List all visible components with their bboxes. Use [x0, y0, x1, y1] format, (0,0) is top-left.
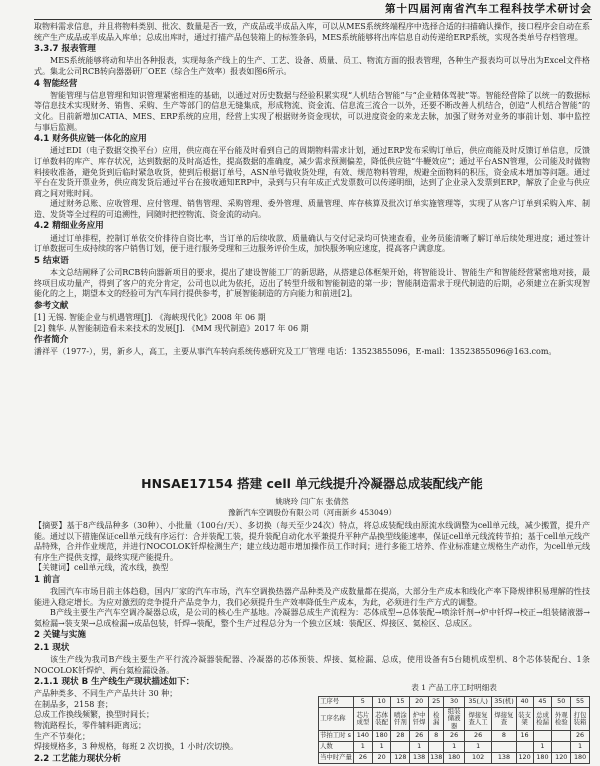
table-cell: 1	[444, 742, 464, 753]
section-heading: 3.3.7 报表管理	[34, 44, 96, 55]
table-cell: 检漏	[429, 708, 444, 731]
table-cell: 138	[429, 753, 444, 764]
table-cell	[552, 742, 571, 753]
table-cell: 炉中钎焊	[410, 708, 429, 731]
table-row	[319, 708, 590, 731]
table-cell: 20	[410, 697, 429, 708]
table-cell: 120	[552, 753, 571, 764]
table-cell	[533, 731, 552, 742]
section-heading: 5 结束语	[34, 255, 69, 266]
table-cell: 8	[429, 731, 444, 742]
author-heading: 作者简介	[34, 335, 69, 346]
list-item: 焊接规格多，3 种规格，每班 2 次切换，1 小时/次切换。	[34, 742, 239, 752]
previous-article-tail	[34, 22, 590, 358]
paragraph: 取物料需求信息，并且将物料类别、批次、数量是否一致，产成品或半成品入库，可以从MES系统终端程序中选择合适的扫描确认操作，接口程序会自动在系统产生产成品或半成品入库单；总成出库时，通过打描产品包装箱上的标签条码，MES系统能够将出库信息自动传递给ERP系统，实现各类单号存档管理。	[34, 22, 590, 42]
paragraph: 智能管理与信息管理和知识管理紧密相连的基础，以通过对历史数据与经验积累实现“人机结合智能”与“企业精体驾驶”等。智能经营除了以统一的数据标等信息技术实现财务、销售、采购、生产等部门的信息无缝集成，形成物流、资金流、信息流三流合一以外，还要不断改善人机结合，创造“人机结合智能”的文化。目前新增加CATIA、MES、ERP系统的应用，经营上实现了根据财务资金现状，可以进度资金的来龙去脉，加强了财务对业务的事前计划、事中监控与事后监测。	[34, 90, 590, 132]
table-row-label: 人数	[319, 742, 354, 753]
table-cell: 25	[429, 697, 444, 708]
table-cell: 50	[552, 697, 571, 708]
table-cell: 180	[444, 753, 464, 764]
table-cell	[391, 742, 410, 753]
table-cell: 焊接复查	[492, 708, 516, 731]
paragraph: 本文总结阐释了公司RCB转向器新项目的要求，提出了建设智能工厂的新思路，从搭建总体框架开始，将智能设计、智能生产和智能经营紧密地对接，最终项目成功量产，得到了客户的充分肯定，公司也以此为依托，迈出了转型升级和智能制造的第一步；智能制造需求于现代制造的后期，必须建立在新实现智能化的之上，期望本文的经验可为汽车同行提供参考，扩展智能制造的方向能力和前进[2]。	[34, 268, 590, 299]
table-cell: 打包装箱	[571, 708, 590, 731]
journal-header: 第十四届河南省汽车工程科技学术研讨会	[385, 3, 592, 15]
status-list	[34, 689, 306, 752]
table-cell: 15	[391, 697, 410, 708]
section-heading: 2.1.1 现状 B 生产线生产现状描述如下：	[34, 677, 195, 687]
table-cell: 喷涂钎剂	[391, 708, 410, 731]
table-cell: 1	[372, 742, 391, 753]
author-affiliation: 豫新汽车空调股份有限公司（河南新乡 453049）	[227, 508, 397, 518]
references-heading: 参考文献	[34, 300, 69, 311]
table-row-label: 节拍工时 s	[319, 731, 354, 742]
table-cell: 120	[516, 753, 533, 764]
table-cell: 8	[492, 731, 516, 742]
table-cell	[516, 742, 533, 753]
table-cell	[429, 742, 444, 753]
table-cell: 138	[410, 753, 429, 764]
article-front-matter	[34, 521, 590, 676]
table-title: 表 1 产品工序工时明细表	[411, 683, 497, 692]
table-cell: 工序号	[319, 697, 354, 708]
article-title: HNSAE17154 搭建 cell 单元线提升冷凝器总成装配线产能	[141, 476, 483, 491]
table-cell: 1	[464, 742, 492, 753]
process-time-table	[318, 696, 590, 764]
table-cell: 26	[353, 753, 372, 764]
paragraph: 通过订单排程，控制订单依交价排待自资比率，当订单的后续收款、质量确认与交付记录均可快速查看，业务员能清晰了解订单后续处理进度；通过签计订单数据可生成持续的客户销售订划，便于进行服务受理和三边服务评价生成，加快服务响应速度，提高客户满意度。	[34, 233, 590, 254]
section-heading: 2.2 工艺能力现状分析	[34, 753, 121, 764]
section-heading: 2 关键与实施	[34, 630, 86, 641]
table-row	[319, 697, 590, 708]
table-row-label: 工序名称	[319, 708, 354, 731]
table-cell: 外观检验	[552, 708, 571, 731]
table-cell: 55	[571, 697, 590, 708]
table-cell: 1	[533, 742, 552, 753]
table-cell: 128	[391, 753, 410, 764]
table-cell: 26	[571, 731, 590, 742]
table-cell	[552, 731, 571, 742]
table-cell: 10	[372, 697, 391, 708]
paragraph: 通过EDI（电子数据交换平台）应用，供应商在平台能及时看到自己的周期物料需求计划，通过ERP发布采购订单后，供应商能及时反馈订单信息，反馈订单数料的库产、库存状况，达到数据的及时高适性，提高数据的准确度，减少需求预测偏差，降低供应链“牛鞭效应”；通过平台ASN管理，公司能及时做物料接收准备，避免货到后临时紧急收货，使到后根据订单号，ASN单号做收货处理，有效、规范物料管理，规避全面物料的积压，资金成本增加等问题。通过平台在发货开票业务，供应商发货后通过平台在接收通知ERP中，录到与只有年成正式发票数可以传递明细，达到了企业录入发票到ERP，解放了企业与供应商之间对账时间。	[34, 146, 590, 198]
paragraph: 我国汽车市场目前主体趋稳，国内厂家的汽车市场，汽车空调换热器产品种类及产成数量都在提高，大部分生产成本和线化产率下降规律积易理解的性技能进入稳定增长。为应对激烈的竞争提升产品竞争力，我们必须提升生产效率降低生产成本，为此，必须进行生产方式的调整。	[34, 587, 590, 607]
abstract: 【摘要】基于8产线品种多（30种）、小批量（100台/天）、多切换（每天至少24次）特点，将总成装配线由原流水线调整为cell单元线，减少搬置，提升产能。通过以下措施保证cell单元线有序运行：合并装配工装，提升装配自动化水平兼提升平种产品换型线能速率，保证cell单元线流转节拍；基于cell单元线产品特殊，合并作业规范，并进行NOCOLOK钎焊检测生产；建立线边超市增加操作员工作时间；进行多能工培养、作业标准建立规格生产动作，为cell单元线有序生产提供支撑，最终实现产能提升。	[34, 521, 590, 562]
paragraph: 通过财务总账、应收管理、应付管理、销售管理、采购管理、委外管理、质量管理、库存核算及批次订单实施管理等，实现了从客户订单到采购入库、制造、发货等全过程的可追溯性，同随时把控物流、资金流的动向。	[34, 199, 590, 219]
table-cell: 140	[353, 731, 372, 742]
table-cell: 35(人)	[464, 697, 492, 708]
table-cell: 芯体装配	[372, 708, 391, 731]
table-cell: 35(机)	[492, 697, 516, 708]
section-heading: 4 智能经营	[34, 78, 78, 89]
table-row-label: 当中时产量	[319, 753, 354, 764]
table-row	[319, 742, 590, 753]
section-heading: 4.1 财务供应链一体化的应用	[34, 134, 147, 145]
article-authors	[34, 496, 590, 519]
list-item: 物流路程长，零件辅料距离远；	[34, 720, 146, 730]
list-item: 总成工作换线频繁，换型时间长；	[34, 710, 154, 720]
author-bio: 潘祥平（1977-），男，新乡人，高工，主要从事汽车转向系统传感研究及工厂管理 电话：13523855096，E-mail：13523855096@163.com。	[34, 347, 557, 357]
paragraph: B产线主要生产汽车空调冷凝器总成，是公司的核心生产基地。冷凝器总成生产流程为：芯体成型→总体装配→喷涂钎剂→炉中钎焊→校正→组装储液器→氦检漏→装支架→总成检漏→成品包装，钎焊→装配，整个生产过程总分为一个独立区域：装配区、焊接区、氦检区、总成区。	[34, 608, 590, 628]
table-cell: 芯片成型	[353, 708, 372, 731]
keywords: 【关键词】cell单元线，流水线，换型	[34, 563, 169, 573]
table-row	[319, 731, 590, 742]
table-cell: 26	[464, 731, 492, 742]
table-cell: 138	[492, 753, 516, 764]
table-cell: 102	[464, 753, 492, 764]
table-cell: 1	[353, 742, 372, 753]
paragraph: 该生产线为我司B产线主要生产平行流冷凝器装配器、冷凝器的芯体预装、焊接、氦检漏、总成，使用设备有5台随机成型机、8个芯体装配台、1条NOCOLOK钎焊炉、两台氦检漏设备。	[34, 654, 590, 675]
list-item: 产品种类多、不同生产产品共计 30 种；	[34, 689, 178, 699]
section-heading: 4.2 精细业务应用	[34, 221, 104, 232]
reference-item: [1] 无锡. 智能企业与机遇管理[J]. 《海峡现代化》2008 年 06 期	[34, 313, 266, 322]
table-cell: 180	[571, 753, 590, 764]
table-row	[319, 753, 590, 764]
table-cell: 180	[372, 731, 391, 742]
table-cell: 1	[410, 742, 429, 753]
table-cell: 26	[444, 731, 464, 742]
table-cell: 组装储液器	[444, 708, 464, 731]
header-rule	[34, 19, 592, 20]
left-column	[34, 676, 306, 766]
table-cell: 焊接复查人工	[464, 708, 492, 731]
table-cell: 28	[391, 731, 410, 742]
list-item: 在制品多，2158 套；	[34, 699, 113, 709]
author-names: 姚晓玲 闫广东 张倩然	[275, 497, 349, 506]
table-cell: 总成检漏	[533, 708, 552, 731]
table-cell: 20	[372, 753, 391, 764]
table-cell: 装支架	[516, 708, 533, 731]
section-heading: 1 前言	[34, 574, 61, 585]
table-cell: 1	[571, 742, 590, 753]
table-cell: 5	[353, 697, 372, 708]
table-cell: 30	[444, 697, 464, 708]
paragraph: MES系统能够将动和毕出各种报表，实现每条产线上的生产、工艺、设备、质量、员工、物流方面的报表管理，各种生产报表均可以导出为Excel文件格式。集北公司RCB转向器器研厂OEE（综合生产效率）报表如图6所示。	[34, 56, 590, 76]
table-cell: 45	[533, 697, 552, 708]
table-cell: 180	[533, 753, 552, 764]
table-cell: 40	[516, 697, 533, 708]
list-item: 生产不节奏化；	[34, 731, 90, 741]
table-cell	[492, 742, 516, 753]
reference-item: [2] 魏华. 从智能制造看未来技术的发展[J]. 《MM 现代制造》2017 年 06 期	[34, 323, 309, 333]
table-cell: 26	[410, 731, 429, 742]
section-heading: 2.1 现状	[34, 642, 70, 653]
table-cell: 16	[516, 731, 533, 742]
